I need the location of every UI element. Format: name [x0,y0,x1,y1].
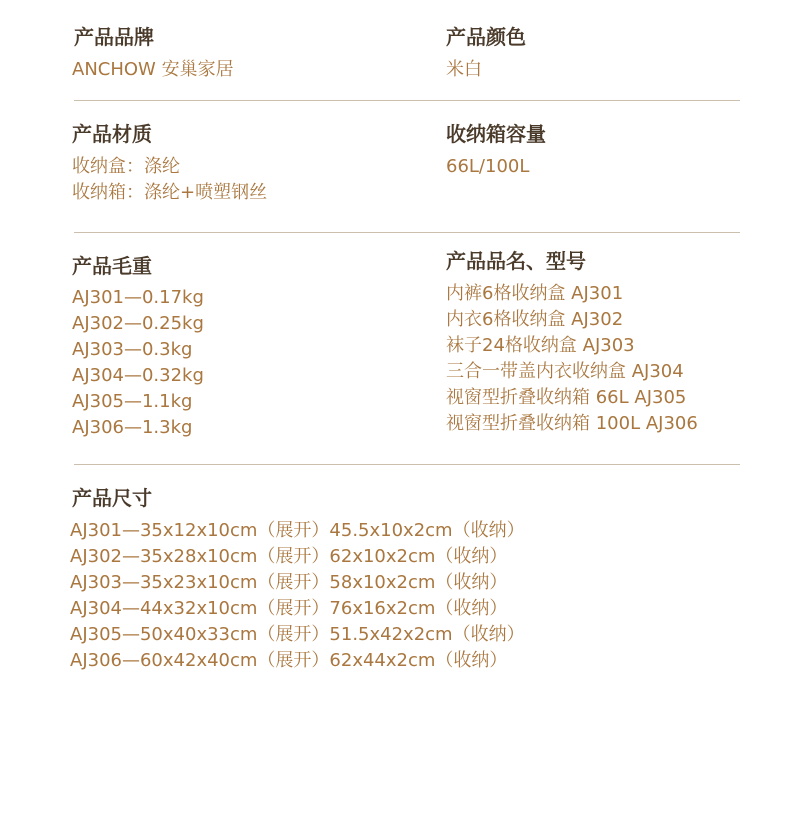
model-list [446,281,698,437]
weight-line: AJ303—0.3kg [72,339,193,360]
model-line: 内裤6格收纳盒 AJ301 [446,283,624,304]
color-value: 米白 [446,59,482,80]
size-line: AJ306—60x42x40cm（展开）62x44x2cm（收纳） [70,650,508,671]
brand-label: 产品品牌 [74,25,154,49]
size-line: AJ303—35x23x10cm（展开）58x10x2cm（收纳） [70,572,508,593]
model-line: 内衣6格收纳盒 AJ302 [446,309,624,330]
color-label: 产品颜色 [446,25,526,49]
model-line: 三合一带盖内衣收纳盒 AJ304 [446,361,684,382]
model-line: 视窗型折叠收纳箱 66L AJ305 [446,387,687,408]
divider-2 [74,232,740,233]
weight-line: AJ305—1.1kg [72,391,193,412]
material-list [72,154,267,206]
material-label: 产品材质 [72,122,152,146]
model-label: 产品品名、型号 [446,249,586,273]
size-line: AJ304—44x32x10cm（展开）76x16x2cm（收纳） [70,598,508,619]
size-line: AJ305—50x40x33cm（展开）51.5x42x2cm（收纳） [70,624,525,645]
size-label: 产品尺寸 [72,486,152,510]
weight-line: AJ301—0.17kg [72,287,204,308]
weight-list [72,285,204,441]
weight-label: 产品毛重 [72,254,152,278]
weight-line: AJ304—0.32kg [72,365,204,386]
model-line: 视窗型折叠收纳箱 100L AJ306 [446,413,698,434]
divider-1 [74,100,740,101]
size-line: AJ301—35x12x10cm（展开）45.5x10x2cm（收纳） [70,520,525,541]
divider-3 [74,464,740,465]
brand-value: ANCHOW 安巢家居 [72,59,234,80]
model-line: 袜子24格收纳盒 AJ303 [446,335,635,356]
capacity-value: 66L/100L [446,156,530,177]
material-line: 收纳箱：涤纶+喷塑钢丝 [72,182,268,203]
capacity-label: 收纳箱容量 [446,122,546,146]
material-line: 收纳盒：涤纶 [72,156,180,177]
size-list [70,518,525,674]
size-line: AJ302—35x28x10cm（展开）62x10x2cm（收纳） [70,546,508,567]
weight-line: AJ306—1.3kg [72,417,193,438]
weight-line: AJ302—0.25kg [72,313,204,334]
